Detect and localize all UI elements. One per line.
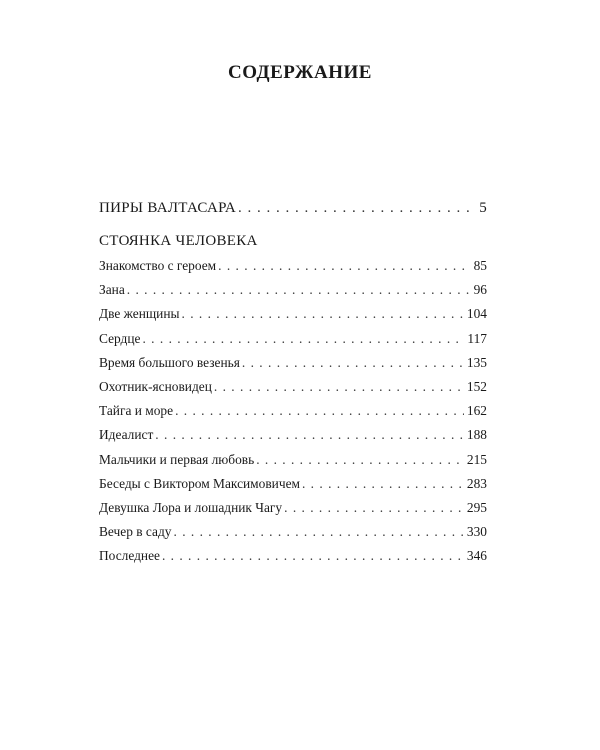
- entry-page-number: 96: [473, 282, 487, 298]
- entry-title: Две женщины: [99, 306, 180, 322]
- dot-leader: [162, 544, 464, 568]
- entry-page-number: 162: [466, 403, 487, 419]
- entry-title: Беседы с Виктором Максимовичем: [99, 475, 300, 491]
- dot-leader: [174, 520, 464, 544]
- toc-part-entry: [99, 200, 487, 217]
- entry-title: Тайга и море: [99, 403, 174, 419]
- toc-entry: [99, 351, 487, 375]
- entry-title: Последнее: [99, 548, 160, 564]
- entry-title: Девушка Лора и лошадник Чагу: [99, 499, 283, 515]
- toc-entry: [99, 375, 487, 399]
- entry-page-number: 152: [466, 378, 487, 394]
- toc-entry: [99, 254, 487, 278]
- entry-title: Сердце: [99, 330, 141, 346]
- part-heading: СТОЯНКА ЧЕЛОВЕКА: [99, 233, 258, 249]
- toc-entry: [99, 327, 487, 351]
- toc-entry: [99, 200, 487, 217]
- entry-page-number: 215: [466, 451, 487, 467]
- toc-entry: [99, 520, 487, 544]
- dot-leader: [155, 423, 464, 447]
- entry-page-number: 283: [466, 475, 487, 491]
- page-title: СОДЕРЖАНИЕ: [228, 62, 372, 83]
- entry-page-number: 330: [466, 524, 487, 540]
- toc-entry: [99, 448, 487, 472]
- toc-entry: [99, 423, 487, 447]
- entry-page-number: 85: [473, 258, 487, 273]
- entry-page-number: 117: [467, 330, 487, 346]
- toc-entry: [99, 496, 487, 520]
- entry-title: Охотник-ясновидец: [99, 378, 212, 394]
- entry-page-number: 104: [466, 306, 487, 322]
- entry-title: Время большого везенья: [99, 354, 240, 370]
- dot-leader: [182, 302, 464, 326]
- dot-leader: [284, 496, 464, 520]
- dot-leader: [214, 375, 464, 399]
- dot-leader: [302, 472, 464, 496]
- entry-title: Идеалист: [99, 427, 154, 443]
- toc-entry: [99, 472, 487, 496]
- entry-page-number: 5: [479, 200, 487, 216]
- entry-title: ПИРЫ ВАЛТАСАРА: [99, 200, 236, 216]
- dot-leader: [175, 399, 464, 423]
- entry-title: Зана: [99, 282, 125, 298]
- toc-entry: [99, 399, 487, 423]
- entry-title: Мальчики и первая любовь: [99, 451, 255, 467]
- entry-title: Знакомство с героем: [99, 258, 217, 273]
- entry-page-number: 346: [466, 548, 487, 564]
- dot-leader: [256, 448, 464, 472]
- chapter-list: [99, 254, 487, 568]
- entry-page-number: 135: [466, 354, 487, 370]
- dot-leader: [127, 278, 471, 302]
- entry-page-number: 188: [466, 427, 487, 443]
- toc-entry: [99, 278, 487, 302]
- dot-leader: [238, 200, 476, 217]
- toc-entry: [99, 302, 487, 326]
- toc-entry: [99, 544, 487, 568]
- entry-page-number: 295: [466, 499, 487, 515]
- entry-title: Вечер в саду: [99, 524, 172, 540]
- dot-leader: [218, 254, 470, 278]
- dot-leader: [142, 327, 464, 351]
- dot-leader: [242, 351, 464, 375]
